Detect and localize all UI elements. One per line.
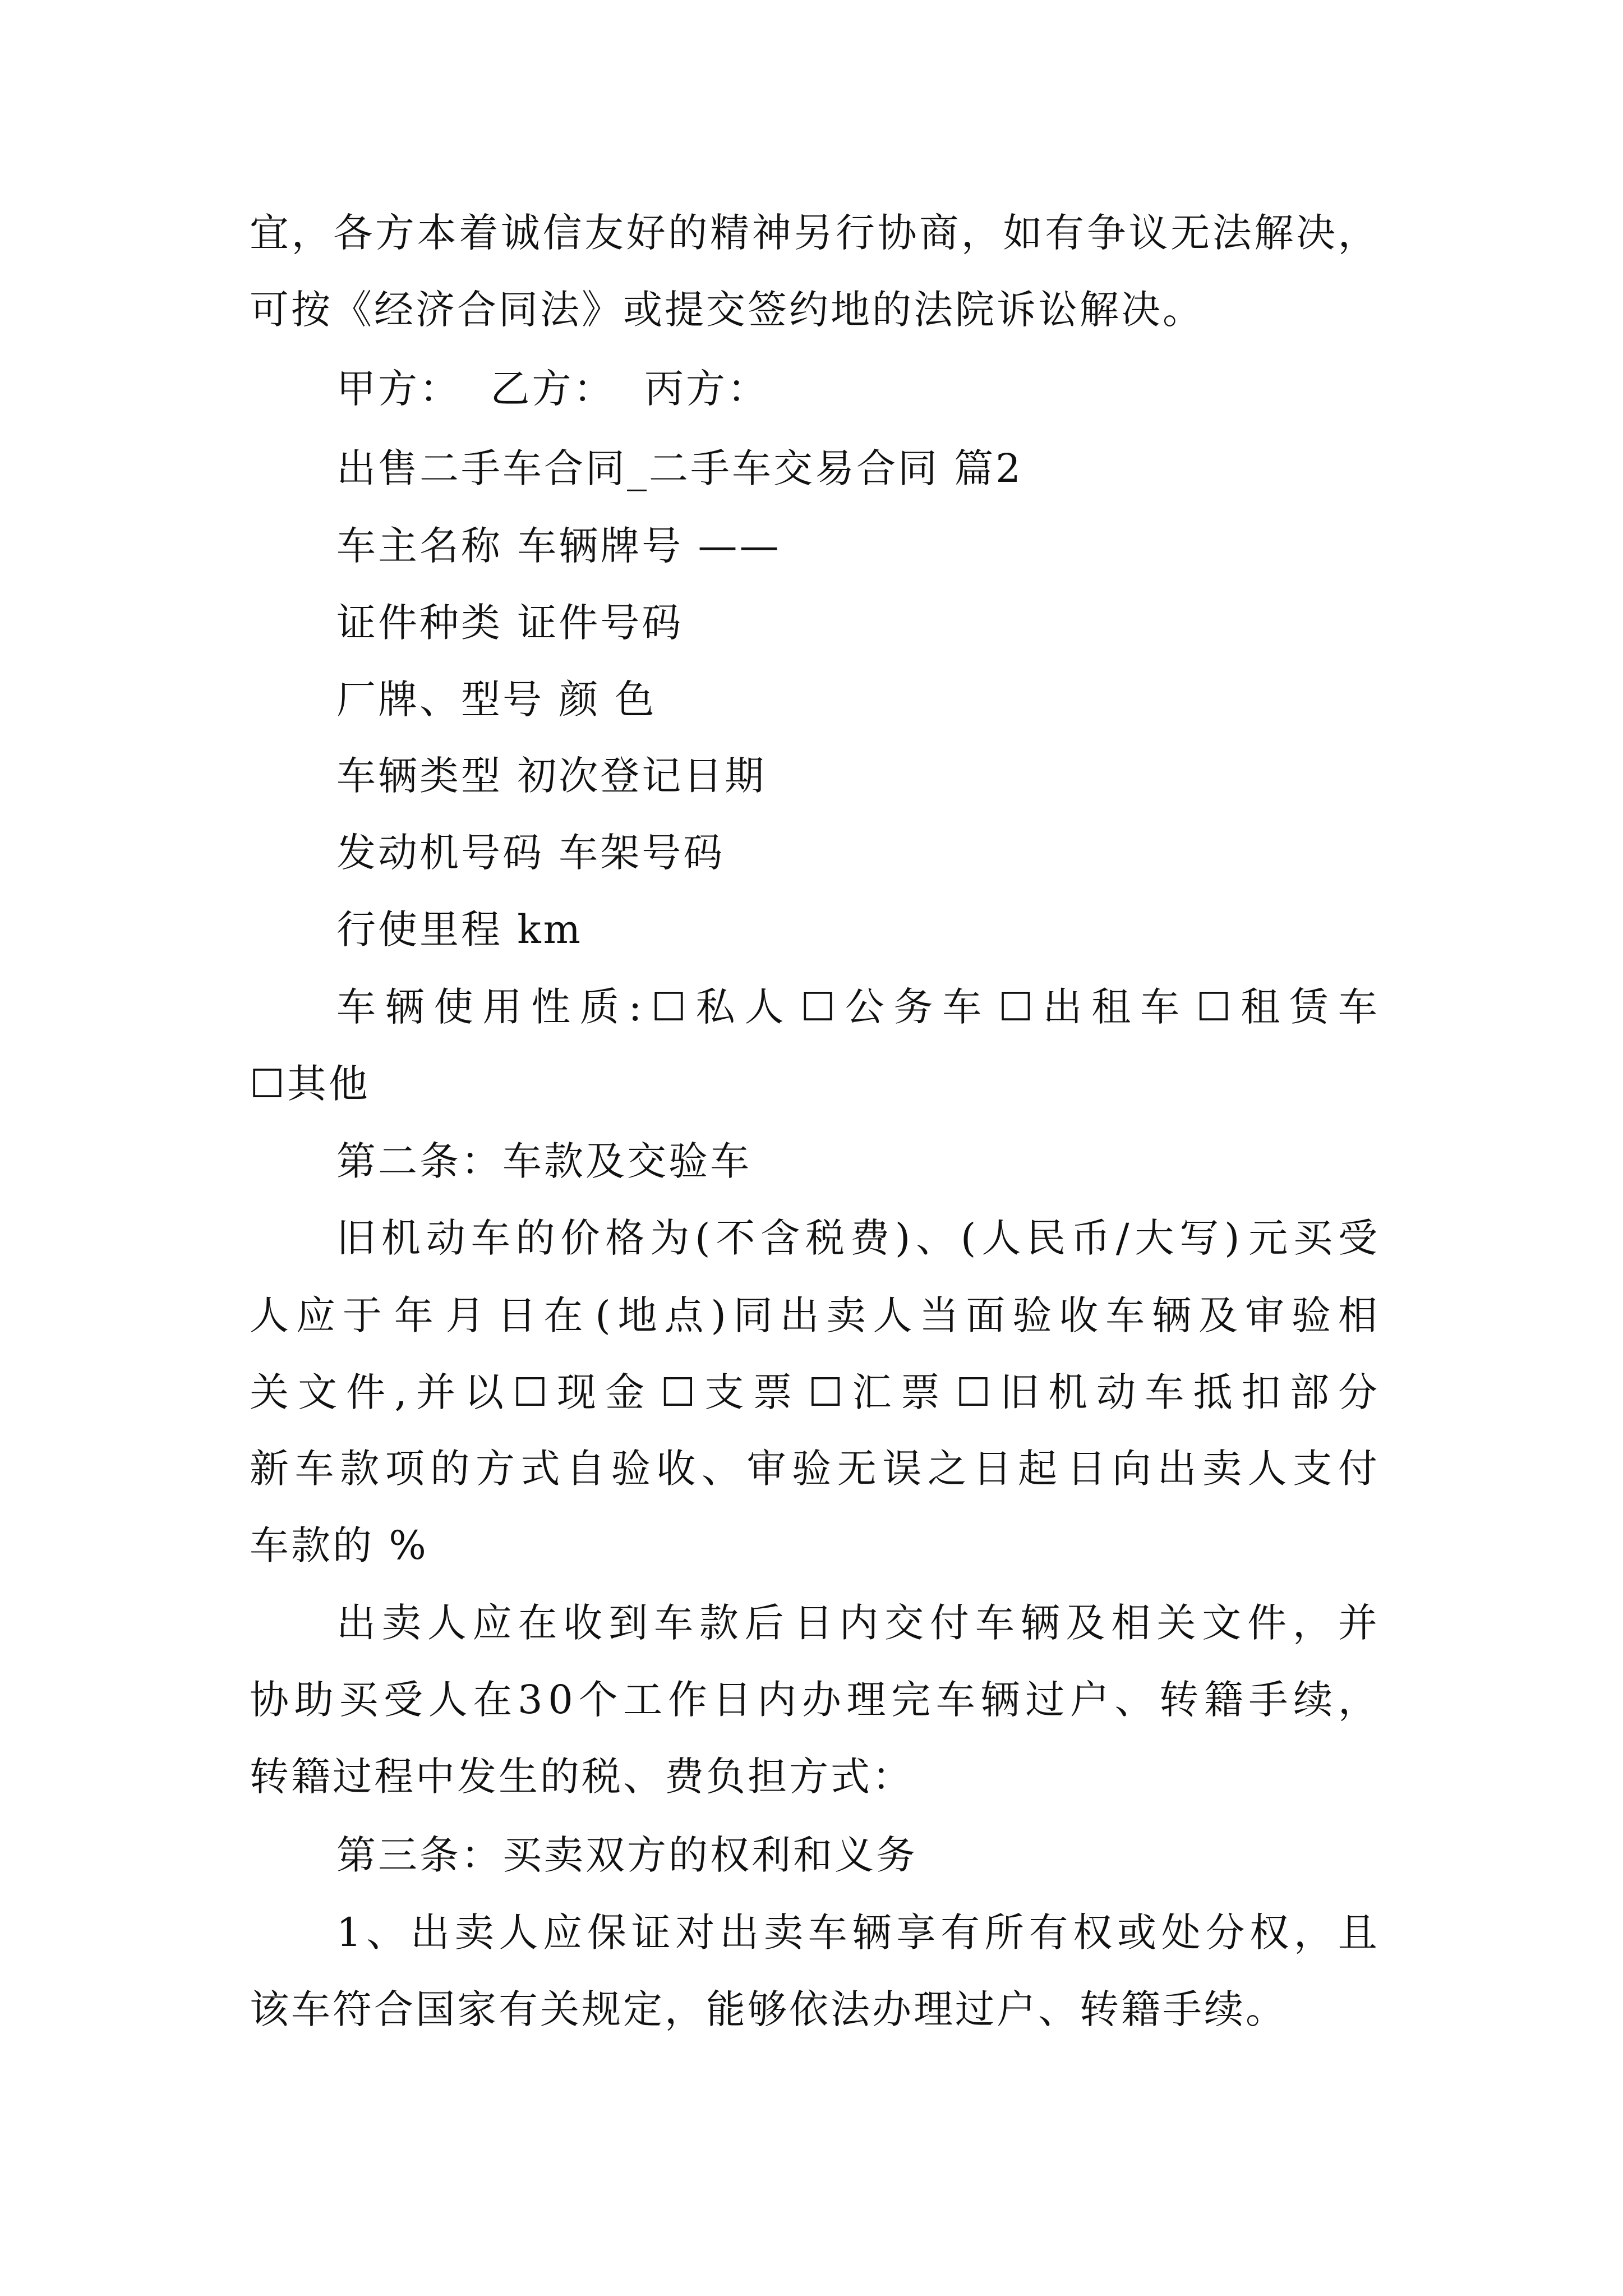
glyph: 完 [891,1677,933,1723]
glyph: 行 [835,210,877,256]
glyph: 人 [981,1215,1023,1261]
glyph: 动 [1096,1369,1138,1415]
glyph: 部 [1289,1369,1331,1415]
glyph: 关 [1156,1600,1198,1646]
glyph: 新 [250,1446,291,1492]
glyph: 车 [1338,984,1380,1030]
glyph: 日 [497,1292,539,1338]
glyph: 票 [753,1369,795,1415]
glyph: 验 [1291,1292,1333,1338]
glyph: 付 [1338,1446,1380,1492]
glyph: ， [1338,210,1380,256]
paragraph-line [250,208,1380,258]
glyph: 、 [366,1910,408,1955]
glyph: 、 [1114,1677,1156,1723]
glyph: 赁 [1289,984,1331,1030]
paragraph-line [336,1907,1380,1958]
glyph: 价 [560,1215,602,1261]
glyph: ( [695,1215,713,1261]
glyph: 车 [294,1446,336,1492]
form-field-line: 发动机号码 车架号码 [336,830,725,876]
glyph: 项 [385,1446,427,1492]
glyph: 交 [884,1600,926,1646]
glyph: 相 [1111,1600,1153,1646]
glyph: 分 [1205,1910,1247,1955]
glyph: 辆 [980,1677,1022,1723]
glyph: 人 [427,1600,469,1646]
glyph: 金 [605,1369,647,1415]
glyph: 旧 [336,1215,378,1261]
glyph: 关 [250,1369,291,1415]
glyph: 票 [900,1369,942,1415]
glyph: 辆 [1020,1600,1062,1646]
paragraph-line [250,1367,1380,1418]
glyph: 在 [518,1600,560,1646]
glyph: 抵 [1193,1369,1235,1415]
glyph: 车 [336,984,378,1030]
glyph: 费 [850,1215,892,1261]
glyph: 后 [744,1600,786,1646]
glyph: 公 [845,984,887,1030]
glyph: ☐ [1196,984,1234,1030]
glyph: 含 [760,1215,803,1261]
glyph: 文 [298,1369,340,1415]
glyph: 决 [1296,210,1338,256]
glyph: 以 [464,1369,506,1415]
glyph: 精 [710,210,752,256]
glyph: ) [1224,1215,1242,1261]
glyph: 动 [426,1215,468,1261]
glyph: 同 [733,1292,775,1338]
glyph: 对 [675,1910,717,1955]
glyph: ☐ [513,1369,550,1415]
glyph: 车 [1105,1292,1147,1338]
glyph: ， [1292,1600,1334,1646]
glyph: 审 [1245,1292,1287,1338]
glyph: 审 [746,1446,789,1492]
glyph: 车 [471,1215,513,1261]
glyph: ☐ [998,984,1036,1030]
glyph: 内 [757,1677,799,1723]
glyph: 且 [1338,1910,1380,1955]
glyph: ， [291,210,333,256]
form-field-line: 厂牌、型号 颜 色 [336,677,657,723]
glyph: 面 [966,1292,1008,1338]
glyph: 着 [459,210,501,256]
glyph: 元 [1248,1215,1290,1261]
glyph: 手 [1248,1677,1290,1723]
glyph: 向 [1112,1446,1154,1492]
glyph: 车 [935,1677,978,1723]
glyph: 民 [1026,1215,1068,1261]
glyph: 内 [839,1600,881,1646]
glyph: 应 [296,1292,338,1338]
vehicle-usage-line [336,982,1380,1032]
glyph: 的 [668,210,710,256]
glyph: 工 [623,1677,665,1723]
glyph: 出 [336,1600,378,1646]
glyph: 诚 [500,210,542,256]
paragraph-line [250,1443,1380,1494]
article-heading: 第三条：买卖双方的权利和义务 [336,1832,917,1878]
glyph: 3 [518,1677,545,1723]
section-title: 出售二手车合同_二手车交易合同 篇2 [336,445,1023,491]
glyph: 日 [972,1446,1015,1492]
glyph: 有 [1029,1910,1071,1955]
glyph: 到 [608,1600,651,1646]
glyph: 大 [1135,1215,1177,1261]
glyph: 卖 [826,1292,868,1338]
paragraph-line: 转籍过程中发生的税、费负担方式： [250,1754,914,1800]
glyph: 出 [1157,1446,1199,1492]
glyph: / [1115,1215,1132,1261]
paragraph-line [250,1674,1380,1725]
glyph: 性 [531,984,573,1030]
article-heading: 第二条：车款及交验车 [336,1138,751,1184]
glyph: 保 [587,1910,629,1955]
form-field-line: 证件种类 证件号码 [336,600,684,646]
glyph: 车 [1145,1369,1187,1415]
glyph: 、 [916,1215,958,1261]
glyph: 并 [416,1369,458,1415]
glyph: ) [895,1215,913,1261]
glyph: 件 [1247,1600,1289,1646]
glyph: 受 [1338,1215,1380,1261]
glyph: 法 [1212,210,1254,256]
glyph: 人 [428,1677,470,1723]
glyph: 无 [837,1446,879,1492]
glyph: 过 [1025,1677,1067,1723]
glyph: 支 [704,1369,746,1415]
glyph: 式 [520,1446,562,1492]
glyph: 理 [846,1677,888,1723]
glyph: 所 [984,1910,1026,1955]
glyph: 神 [751,210,794,256]
glyph: 税 [805,1215,847,1261]
glyph: 另 [794,210,836,256]
glyph: 人 [873,1292,915,1338]
glyph: ☐ [800,984,838,1030]
glyph: 于 [342,1292,384,1338]
glyph: 争 [1086,210,1128,256]
glyph: ， [961,210,1003,256]
glyph: 件 [346,1369,388,1415]
glyph: 验 [792,1446,834,1492]
glyph: 出 [780,1292,822,1338]
glyph: 人 [250,1292,291,1338]
glyph: 收 [563,1600,605,1646]
glyph: 应 [543,1910,585,1955]
glyph: 日 [712,1677,754,1723]
glyph: 车 [1140,984,1182,1030]
glyph: ( [595,1292,613,1338]
glyph: 辆 [852,1910,894,1955]
glyph: 车 [942,984,984,1030]
glyph: 出 [720,1910,762,1955]
glyph: 机 [381,1215,423,1261]
glyph: 点 [664,1292,706,1338]
glyph: 应 [472,1600,514,1646]
glyph: 租 [1241,984,1283,1030]
glyph: 无 [1170,210,1212,256]
glyph: 起 [1018,1446,1060,1492]
glyph: 的 [515,1215,557,1261]
glyph: 扣 [1241,1369,1283,1415]
glyph: 租 [1091,984,1133,1030]
glyph: 在 [473,1677,515,1723]
glyph: ☐ [956,1369,993,1415]
glyph: 1 [336,1910,364,1955]
glyph: : [628,984,644,1030]
glyph: ☐ [808,1369,846,1415]
glyph: 人 [499,1910,541,1955]
vehicle-usage-line: ☐其他 [250,1061,370,1107]
glyph: 使 [434,984,476,1030]
glyph: 权 [1249,1910,1292,1955]
glyph: 买 [339,1677,381,1723]
glyph: 月 [445,1292,487,1338]
glyph: 卖 [1202,1446,1244,1492]
glyph: 作 [667,1677,709,1723]
glyph: 地 [617,1292,660,1338]
glyph: 车 [654,1600,696,1646]
glyph: ☐ [651,984,689,1030]
glyph: 及 [1198,1292,1241,1338]
glyph: 收 [1059,1292,1101,1338]
paragraph-line: 可按《经济合同法》或提交签约地的法院诉讼解决。 [250,287,1204,333]
glyph: 用 [482,984,524,1030]
glyph: 好 [626,210,668,256]
form-field-line: 车辆类型 初次登记日期 [336,753,767,799]
glyph: 有 [1045,210,1087,256]
glyph: 宜 [250,210,291,256]
glyph: 本 [417,210,459,256]
glyph: 出 [1043,984,1085,1030]
glyph: 旧 [1000,1369,1041,1415]
glyph: 助 [294,1677,336,1723]
glyph: 证 [631,1910,673,1955]
glyph: 方 [375,210,417,256]
glyph: 各 [333,210,375,256]
glyph: ， [1338,1677,1380,1723]
glyph: 办 [801,1677,843,1723]
paragraph-line [250,1290,1380,1341]
glyph: 分 [1338,1369,1380,1415]
glyph: 、 [701,1446,743,1492]
glyph: 如 [1003,210,1045,256]
glyph: 卖 [381,1600,423,1646]
glyph: 协 [877,210,919,256]
glyph: , [394,1369,409,1415]
glyph: 机 [1048,1369,1090,1415]
glyph: 友 [584,210,626,256]
paragraph-line: 该车符合国家有关规定，能够依法办理过户、转籍手续。 [250,1986,1287,2032]
glyph: 不 [716,1215,758,1261]
glyph: 支 [1293,1446,1335,1492]
glyph: 辆 [1152,1292,1194,1338]
glyph: 相 [1338,1292,1380,1338]
glyph: 款 [340,1446,382,1492]
glyph: 卖 [454,1910,496,1955]
glyph: 及 [1066,1600,1108,1646]
glyph: 日 [1067,1446,1109,1492]
glyph: 解 [1254,210,1296,256]
form-field-line: 行使里程 km [336,907,583,953]
glyph: 信 [542,210,584,256]
glyph: 写 [1179,1215,1221,1261]
glyph: 商 [919,210,961,256]
glyph: ☐ [660,1369,698,1415]
glyph: 为 [650,1215,692,1261]
glyph: 收 [656,1446,698,1492]
paragraph-line: 车款的 % [250,1522,428,1568]
glyph: 人 [744,984,786,1030]
glyph: 格 [605,1215,647,1261]
glyph: 误 [882,1446,924,1492]
glyph: 权 [1073,1910,1115,1955]
paragraph-line [336,1598,1380,1648]
glyph: 方 [475,1446,517,1492]
glyph: 的 [430,1446,472,1492]
glyph: 0 [548,1677,575,1723]
glyph: 务 [893,984,935,1030]
glyph: ) [711,1292,728,1338]
glyph: 人 [1247,1446,1289,1492]
glyph: 车 [975,1600,1017,1646]
glyph: 私 [695,984,737,1030]
glyph: 受 [384,1677,426,1723]
glyph: 续 [1293,1677,1335,1723]
glyph: 质 [579,984,621,1030]
glyph: 汇 [852,1369,894,1415]
glyph: 议 [1128,210,1170,256]
glyph: 款 [699,1600,741,1646]
glyph: 付 [930,1600,972,1646]
glyph: 年 [394,1292,436,1338]
paragraph-line [336,1213,1380,1263]
glyph: 在 [543,1292,585,1338]
glyph: 买 [1293,1215,1335,1261]
glyph: 有 [940,1910,983,1955]
glyph: 日 [794,1600,836,1646]
glyph: 验 [1012,1292,1054,1338]
glyph: 处 [1161,1910,1203,1955]
glyph: 现 [557,1369,599,1415]
glyph: 出 [411,1910,453,1955]
glyph: 文 [1202,1600,1244,1646]
glyph: 验 [611,1446,653,1492]
form-field-line: 车主名称 车辆牌号 —— [336,523,781,569]
glyph: 卖 [764,1910,806,1955]
glyph: 车 [808,1910,850,1955]
signature-parties-line: 甲方： 乙方： 丙方： [336,366,769,412]
glyph: 享 [896,1910,938,1955]
glyph: 当 [919,1292,961,1338]
glyph: 币 [1071,1215,1113,1261]
glyph: 籍 [1204,1677,1246,1723]
glyph: 或 [1117,1910,1159,1955]
glyph: 转 [1159,1677,1201,1723]
glyph: 之 [927,1446,969,1492]
glyph: 并 [1338,1600,1380,1646]
glyph: 户 [1069,1677,1112,1723]
glyph: 个 [578,1677,620,1723]
glyph: 辆 [385,984,427,1030]
glyph: ， [1294,1910,1336,1955]
glyph: 自 [566,1446,608,1492]
glyph: 协 [250,1677,291,1723]
glyph: ( [960,1215,979,1261]
